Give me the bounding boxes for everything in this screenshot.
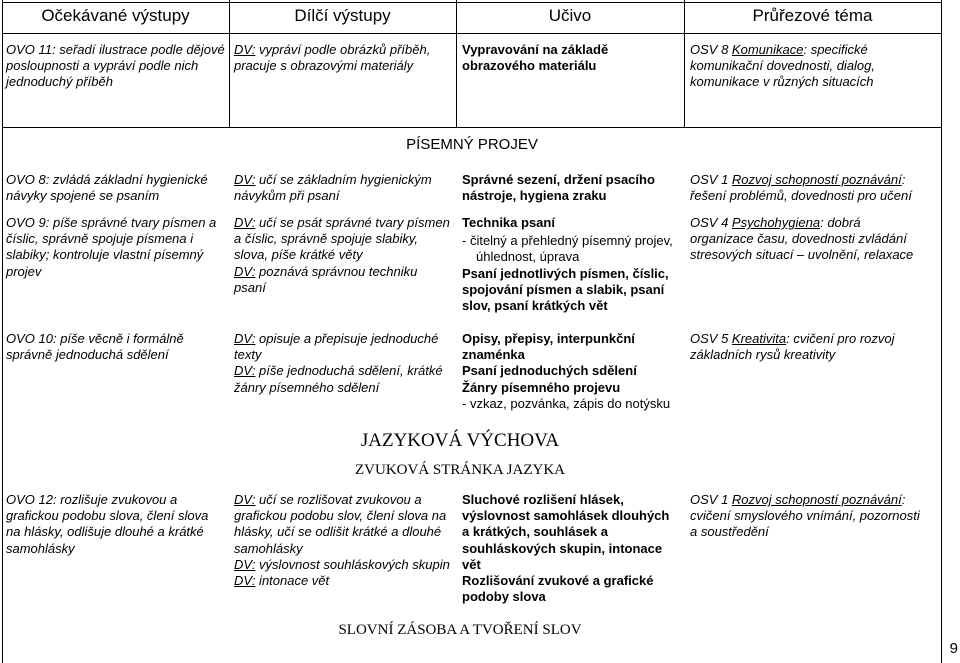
osv-code: OSV 1 xyxy=(690,172,732,187)
row4-expected-outcome: OVO 10: píše věcně i formálně správně jednoduchá sdělení xyxy=(6,331,184,363)
genres-item: - vzkaz, pozvánka, zápis do notýsku xyxy=(462,395,671,411)
row2-expected-outcome: OVO 8: zvládá základní hygienické návyky spojené se psaním xyxy=(6,172,208,204)
header-curriculum: Učivo xyxy=(548,6,592,25)
row5-partial-outcome xyxy=(234,492,452,589)
osv-link-creativity[interactable]: Kreativita xyxy=(731,331,787,346)
dv-label: DV: xyxy=(234,556,256,572)
row3-cross-topic xyxy=(690,215,926,264)
header-expected-outcomes: Očekávané výstupy xyxy=(41,6,190,25)
technique-item-cont: úhlednost, úprava xyxy=(476,249,580,265)
dv-label: DV: xyxy=(234,573,256,589)
row1-cross-text: : specifické komunikační dovednosti, dialog, komunikace v různých situacích xyxy=(690,42,876,90)
row3-expected-outcome: OVO 9: píše správné tvary písmen a číslic, správně spojuje písmena i slabiky; kontroluje vlastní písemný projev xyxy=(6,215,217,279)
section-sound-side: ZVUKOVÁ STRÁNKA JAZYKA xyxy=(355,462,565,478)
row1-cross-topic xyxy=(690,42,936,91)
row1-bottom-line xyxy=(2,127,942,128)
row4-curriculum xyxy=(462,331,684,412)
technique-item: - čitelný a přehledný písemný projev, xyxy=(462,233,673,249)
row1-partial-outcome xyxy=(234,42,452,74)
row4-partial-text-a: opisuje a přepisuje jednoduché texty xyxy=(234,331,439,363)
osv-link-psychohygiene[interactable]: Psychohygiena xyxy=(731,215,821,230)
row1-expected-outcome: OVO 11: seřadí ilustrace podle dějové posloupnosti a vypráví podle nich jednoduchý příběh xyxy=(6,42,225,90)
dv-label: DV: xyxy=(234,215,256,230)
row4-cross-topic xyxy=(690,331,926,363)
row5-partial-text-b: výslovnost souhláskových skupin xyxy=(255,556,450,572)
technique-title: Technika psaní xyxy=(462,215,555,230)
osv-link-cognition[interactable]: Rozvoj schopností poznávání xyxy=(731,492,902,507)
row3-partial-text-b: poznává správnou techniku psaní xyxy=(234,263,418,295)
row5-expected-outcome: OVO 12: rozlišuje zvukovou a grafickou podobu slova, člení slova na hlásky, odlišuje dlouhé a krátké samohlásky xyxy=(6,492,209,556)
row2-cross-text: : řešení problémů, dovednosti pro učení xyxy=(690,172,912,204)
row2-partial-outcome xyxy=(234,172,452,204)
row3-curriculum xyxy=(462,215,684,314)
osv-code: OSV 5 xyxy=(690,331,732,346)
dv-label: DV: xyxy=(234,42,256,57)
genres-line: Žánry písemného projevu xyxy=(462,379,621,395)
row5-cross-topic xyxy=(690,492,926,541)
section-vocabulary: SLOVNÍ ZÁSOBA A TVOŘENÍ SLOV xyxy=(338,622,582,638)
row4-partial-outcome xyxy=(234,331,452,396)
sound-discrimination: Sluchové rozlišení hlásek, výslovnost samohlásek dlouhých a krátkých, souhlásek a souhláskových skupin, intonace vět xyxy=(462,492,670,572)
row3-partial-outcome xyxy=(234,215,452,296)
osv-link-communication[interactable]: Komunikace xyxy=(731,42,804,57)
osv-code: OSV 1 xyxy=(690,492,732,507)
page-number: 9 xyxy=(949,640,958,657)
writing-letters: Psaní jednotlivých písmen, číslic, spojování písmen a slabik, psaní slov, psaní krátkých vět xyxy=(462,265,669,314)
dv-label: DV: xyxy=(234,263,256,279)
section-language-education: JAZYKOVÁ VÝCHOVA xyxy=(360,430,560,451)
row2-partial-text: učí se základním hygienickým návykům při psaní xyxy=(234,172,432,204)
row5-cross-text: : cvičení smyslového vnímání, pozornosti a soustředění xyxy=(690,492,920,540)
header-cross-topic: Průřezové téma xyxy=(752,6,873,25)
row5-partial-text-a: učí se rozlišovat zvukovou a grafickou podobu slov, člení slova na hlásky, učí se odlišit krátké a dlouhé samohlásky xyxy=(234,492,447,556)
dv-label: DV: xyxy=(234,331,256,346)
row1-partial-text: vypráví podle obrázků příběh, pracuje s obrazovými materiály xyxy=(234,42,431,74)
dv-label: DV: xyxy=(234,492,256,507)
header-partial-outcomes: Dílčí výstupy xyxy=(294,6,391,25)
row4-partial-text-b: píše jednoduchá sdělení, krátké žánry písemného sdělení xyxy=(234,363,443,395)
dv-label: DV: xyxy=(234,172,256,187)
table-border-left xyxy=(2,0,3,663)
row4-cross-text: : cvičení pro rozvoj základních rysů kreativity xyxy=(690,331,895,363)
table-border-top xyxy=(2,2,942,3)
copies-line: Opisy, přepisy, interpunkční znaménka xyxy=(462,331,635,363)
header-bottom-line xyxy=(2,33,942,34)
simple-messages-line: Psaní jednoduchých sdělení xyxy=(462,363,637,379)
table-border-right xyxy=(941,0,942,663)
row5-curriculum xyxy=(462,492,672,605)
osv-code: OSV 8 xyxy=(690,42,732,57)
dv-label: DV: xyxy=(234,363,256,379)
row1-curriculum: Vypravování na základě obrazového materiálu xyxy=(462,42,609,74)
row3-partial-text-a: učí se psát správné tvary písmen a číslic, správně spojuje slabiky, slova, píše krátké věty xyxy=(234,215,450,263)
row2-curriculum: Správné sezení, držení psacího nástroje, hygiena zraku xyxy=(462,172,655,204)
osv-code: OSV 4 xyxy=(690,215,732,230)
section-written-expression: PÍSEMNÝ PROJEV xyxy=(406,136,538,153)
row2-cross-topic xyxy=(690,172,938,204)
sound-graphic-form: Rozlišování zvukové a grafické podoby slova xyxy=(462,573,654,605)
row3-cross-text: : dobrá organizace času, dovednosti zvládání stresových situací – uvolnění, relaxace xyxy=(690,215,914,263)
row5-partial-text-c: intonace vět xyxy=(255,573,330,589)
osv-link-cognition[interactable]: Rozvoj schopností poznávání xyxy=(731,172,902,187)
